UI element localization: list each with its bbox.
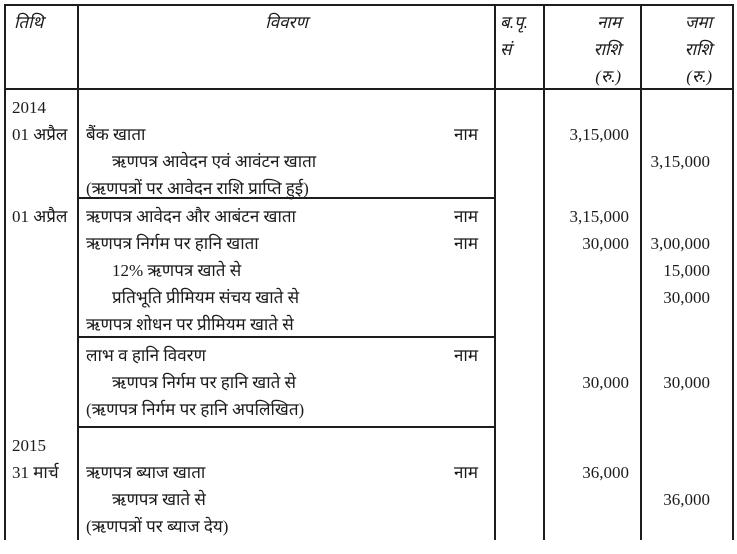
particulars-cell <box>79 199 496 338</box>
debit-amount-cell <box>545 338 642 428</box>
particulars-cell <box>79 90 496 199</box>
column-header-ledger-folio <box>496 6 545 88</box>
particulars-line <box>79 94 494 121</box>
dr-label: नाम <box>453 463 478 482</box>
dr-label: नाम <box>453 346 478 365</box>
particulars-line <box>79 432 494 459</box>
table-header-row <box>6 6 732 90</box>
debit-amount-cell <box>545 428 642 540</box>
particulars-cell <box>79 338 496 428</box>
narration-text: (ऋणपत्रों पर ब्याज देय) <box>86 517 229 536</box>
credit-amount-cell <box>642 90 732 199</box>
ledger-folio-cell <box>496 90 545 199</box>
dr-label: नाम <box>453 234 478 253</box>
column-header-credit-amount <box>642 6 732 88</box>
debit-amount: 30,000 <box>582 234 629 253</box>
journal-entry-1 <box>6 90 732 199</box>
header-credit-line3: (रु.) <box>686 67 712 86</box>
account-name: ऋणपत्र आवेदन एवं आवंटन खाता <box>112 152 317 171</box>
account-name: लाभ व हानि विवरण <box>86 346 206 365</box>
credit-amount: 30,000 <box>663 373 710 392</box>
date-day: 01 अप्रैल <box>12 125 68 144</box>
header-debit-line1: नाम <box>596 13 621 32</box>
particulars-line <box>79 284 494 311</box>
ledger-folio-cell <box>496 338 545 428</box>
account-name: ऋणपत्र शोधन पर प्रीमियम खाते से <box>86 315 294 334</box>
account-name: ऋणपत्र ब्याज खाता <box>86 463 206 482</box>
date-cell <box>6 428 79 540</box>
account-name: बैंक खाता <box>86 125 146 144</box>
debit-amount: 3,15,000 <box>569 207 629 226</box>
date-day: 01 अप्रैल <box>12 207 68 226</box>
column-header-particulars <box>79 6 496 88</box>
account-name: ऋणपत्र आवेदन और आबंटन खाता <box>86 207 296 226</box>
header-lf-line1: ब.पृ. <box>500 13 528 32</box>
particulars-line <box>79 459 494 486</box>
ledger-folio-cell <box>496 428 545 540</box>
header-debit-line2: राशि <box>593 40 621 59</box>
credit-amount-cell <box>642 338 732 428</box>
debit-amount: 36,000 <box>582 463 629 482</box>
date-cell <box>6 90 79 199</box>
particulars-line <box>79 121 494 148</box>
account-name: प्रतिभूति प्रीमियम संचय खाते से <box>112 288 300 307</box>
credit-amount: 36,000 <box>663 490 710 509</box>
date-cell <box>6 199 79 338</box>
particulars-line <box>79 311 494 338</box>
date-day: 31 मार्च <box>12 463 59 482</box>
date-cell <box>6 338 79 428</box>
header-date-label: तिथि <box>14 13 44 32</box>
narration-line <box>79 175 494 202</box>
date-year: 2014 <box>12 98 46 117</box>
credit-amount-cell <box>642 428 732 540</box>
header-lf-line2: सं <box>500 40 512 59</box>
journal-table <box>4 4 734 540</box>
particulars-line <box>79 148 494 175</box>
debit-amount-cell <box>545 90 642 199</box>
credit-amount: 15,000 <box>663 261 710 280</box>
account-name: ऋणपत्र निर्गम पर हानि खाते से <box>112 373 297 392</box>
particulars-line <box>79 369 494 396</box>
header-credit-line2: राशि <box>684 40 712 59</box>
debit-amount-cell <box>545 199 642 338</box>
account-name: ऋणपत्र खाते से <box>112 490 206 509</box>
particulars-cell <box>79 428 496 540</box>
narration-line <box>79 396 494 423</box>
debit-amount: 3,15,000 <box>569 125 629 144</box>
particulars-line <box>79 486 494 513</box>
journal-entry-4 <box>6 428 732 540</box>
narration-line <box>79 513 494 540</box>
credit-amount-cell <box>642 199 732 338</box>
dr-label: नाम <box>453 207 478 226</box>
journal-entry-3 <box>6 338 732 428</box>
narration-text: (ऋणपत्रों पर आवेदन राशि प्राप्ति हुई) <box>86 179 309 198</box>
column-header-date <box>6 6 79 88</box>
dr-label: नाम <box>453 125 478 144</box>
header-debit-line3: (रु.) <box>595 67 621 86</box>
ledger-folio-cell <box>496 199 545 338</box>
credit-amount: 30,000 <box>663 288 710 307</box>
particulars-line <box>79 203 494 230</box>
particulars-line <box>79 257 494 284</box>
column-header-debit-amount <box>545 6 642 88</box>
table-body <box>6 90 732 540</box>
narration-text: (ऋणपत्र निर्गम पर हानि अपलिखित) <box>86 400 305 419</box>
header-credit-line1: जमा <box>684 13 712 32</box>
credit-amount: 3,15,000 <box>650 152 710 171</box>
header-particulars-label: विवरण <box>265 13 308 32</box>
account-name: ऋणपत्र निर्गम पर हानि खाता <box>86 234 259 253</box>
debit-amount: 30,000 <box>582 373 629 392</box>
account-name: 12% ऋणपत्र खाते से <box>112 261 242 280</box>
particulars-line <box>79 342 494 369</box>
credit-amount: 3,00,000 <box>650 234 710 253</box>
journal-entry-2 <box>6 199 732 338</box>
date-year: 2015 <box>12 436 46 455</box>
particulars-line <box>79 230 494 257</box>
